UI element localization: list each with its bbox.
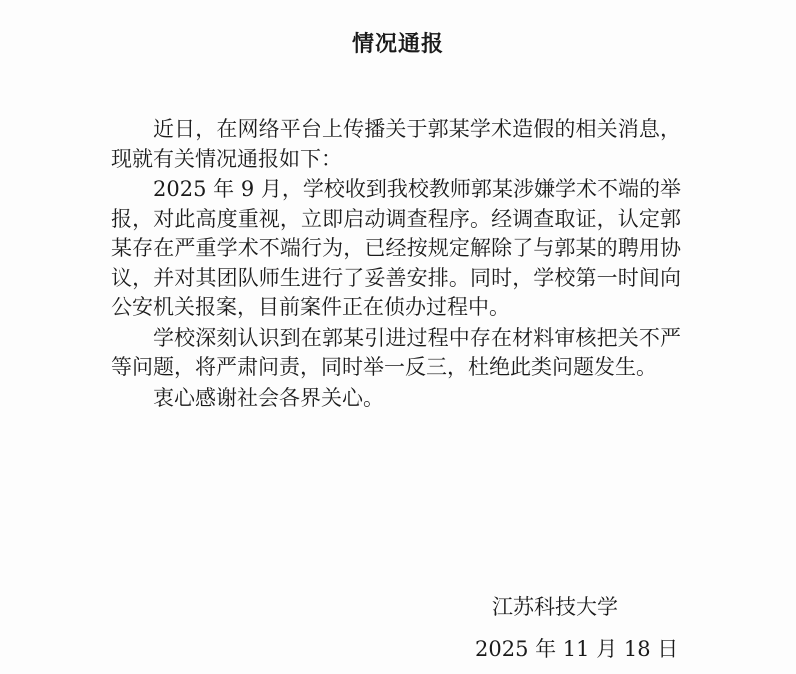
paragraph-investigation: 2025 年 9 月，学校收到我校教师郭某涉嫌学术不端的举报，对此高度重视，立即启动调查程序。经调查取证，认定郭某存在严重学术不端行为，已经按规定解除了与郭某的聘用协议，并对其团队师生进行了妥善安排。同时，学校第一时间向公安机关报案，目前案件正在侦办过程中。 [111,177,681,319]
signature-organization: 江苏科技大学 [492,595,618,619]
paragraph-intro: 近日，在网络平台上传播关于郭某学术造假的相关消息，现就有关情况通报如下： [111,117,681,171]
paragraph-accountability: 学校深刻认识到在郭某引进过程中存在材料审核把关不严等问题，将严肃问责，同时举一反三，杜绝此类问题发生。 [111,325,681,379]
document-title: 情况通报 [351,32,444,57]
paragraph-thanks: 衷心感谢社会各界关心。 [153,385,384,410]
document-body [111,115,681,414]
signature-block [475,592,679,664]
signature-date: 2025 年 11 月 18 日 [475,637,679,661]
